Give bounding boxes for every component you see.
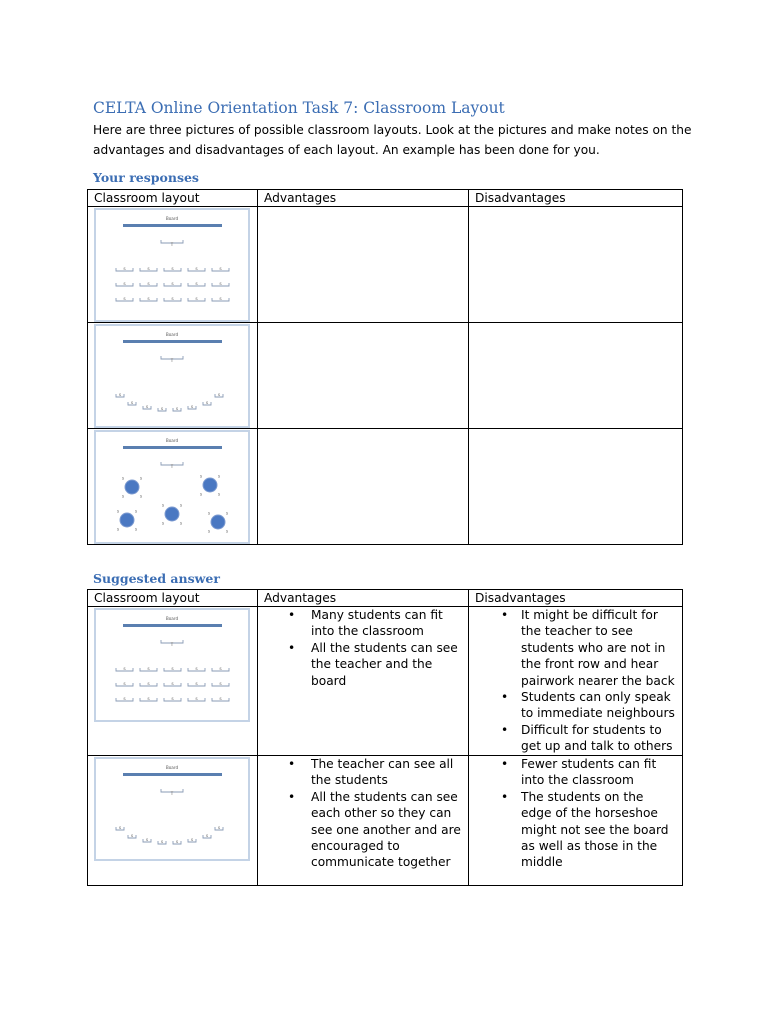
student-label: S [147,667,150,671]
student-label: S [219,697,222,701]
layout-cell [88,429,258,545]
header-advantages: Advantages [258,590,469,607]
student-label: S [123,682,126,686]
disadvantages-cell[interactable] [469,429,683,545]
student-label: S [123,697,126,701]
layout-cell [88,607,258,756]
student-label: S [147,682,150,686]
header-disadvantages: Disadvantages [469,590,683,607]
student-label: S [195,697,198,701]
teacher-label: T [170,642,174,647]
student-label: S [219,297,222,301]
student-label: S [171,267,174,271]
list-item: • All the students can see each other so they can see one another and are encouraged to communicate together [258,789,468,871]
student-label: S [195,682,198,686]
teacher-label: T [170,464,174,469]
student-label: S [219,667,222,671]
advantages-list [258,756,468,871]
student-label: S [171,667,174,671]
suggested-table [87,589,683,886]
list-item: • Fewer students can fit into the classroom [469,756,682,789]
rows-layout-diagram [94,608,250,722]
student-label: S [118,393,122,397]
student-label: S [225,529,229,534]
advantages-list [258,607,468,689]
board-label: Board [165,765,179,770]
student-label: S [130,401,134,405]
disadvantages-cell [469,756,683,886]
board-label: Board [165,216,179,221]
student-label: S [219,282,222,286]
student-label: S [171,697,174,701]
student-label: S [195,267,198,271]
board-shape [123,624,222,627]
student-label: S [147,297,150,301]
student-label: S [134,509,138,514]
disadvantages-cell[interactable] [469,207,683,323]
student-label: S [160,407,164,411]
student-label: S [207,511,211,516]
student-label: S [139,494,143,499]
suggested-header-row [88,590,683,607]
disadvantages-list [469,607,682,755]
advantages-cell[interactable] [258,429,469,545]
header-layout: Classroom layout [88,190,258,207]
student-label: S [161,521,165,526]
student-label: S [190,838,194,842]
student-label: S [195,282,198,286]
list-item: • It might be difficult for the teacher to see students who are not in the front row and hear pairwork nearer the back [469,607,682,689]
disadvantages-cell[interactable] [469,323,683,429]
responses-table [87,189,683,545]
student-label: S [190,405,194,409]
group-table [165,507,179,521]
student-label: S [130,834,134,838]
student-label: S [121,476,125,481]
student-label: S [147,267,150,271]
student-label: S [179,503,183,508]
advantages-cell[interactable] [258,207,469,323]
student-label: S [195,667,198,671]
student-label: S [205,834,209,838]
student-label: S [175,407,179,411]
teacher-label: T [170,791,174,796]
disadvantages-list [469,756,682,871]
suggested-heading: Suggested answer [93,571,220,586]
rows-layout-diagram [94,208,250,322]
list-item: • Difficult for students to get up and talk to others [469,722,682,755]
student-label: S [116,527,120,532]
group-table [203,478,217,492]
horseshoe-layout-diagram [94,324,250,428]
board-label: Board [165,332,179,337]
disadvantages-cell [469,607,683,756]
student-label: S [171,282,174,286]
student-label: S [199,492,203,497]
student-label: S [123,297,126,301]
header-disadvantages: Disadvantages [469,190,683,207]
list-item: • The teacher can see all the students [258,756,468,789]
teacher-label: T [170,358,174,363]
group-table [120,513,134,527]
student-label: S [134,527,138,532]
student-label: S [123,282,126,286]
advantages-cell [258,756,469,886]
layout-cell [88,207,258,323]
board-shape [123,224,222,227]
student-label: S [217,474,221,479]
student-label: S [217,492,221,497]
table-row [88,756,683,886]
student-label: S [217,393,221,397]
student-label: S [219,267,222,271]
groups-layout-diagram [94,430,250,544]
teacher-label: T [170,242,174,247]
student-label: S [139,476,143,481]
list-item: • Many students can fit into the classroom [258,607,468,640]
student-label: S [207,529,211,534]
board-label: Board [165,438,179,443]
student-label: S [145,405,149,409]
student-label: S [147,697,150,701]
student-label: S [171,297,174,301]
student-label: S [179,521,183,526]
horseshoe-layout-diagram [94,757,250,861]
student-label: S [145,838,149,842]
student-label: S [217,826,221,830]
board-shape [123,340,222,343]
student-label: S [219,682,222,686]
board-shape [123,773,222,776]
group-table [211,515,225,529]
student-label: S [161,503,165,508]
student-label: S [175,840,179,844]
student-label: S [199,474,203,479]
list-item: • All the students can see the teacher and the board [258,640,468,689]
table-row [88,207,683,323]
page-title: CELTA Online Orientation Task 7: Classroom Layout [93,99,505,117]
responses-heading: Your responses [93,170,199,185]
student-label: S [160,840,164,844]
student-label: S [121,494,125,499]
board-shape [123,446,222,449]
responses-header-row [88,190,683,207]
table-row [88,323,683,429]
layout-cell [88,756,258,886]
student-label: S [195,297,198,301]
header-advantages: Advantages [258,190,469,207]
student-label: S [171,682,174,686]
student-label: S [123,667,126,671]
student-label: S [147,282,150,286]
header-layout: Classroom layout [88,590,258,607]
advantages-cell [258,607,469,756]
intro-text: Here are three pictures of possible classroom layouts. Look at the pictures and make notes on the advantages and disadvantages of each layout. An example has been done for you. [93,123,692,157]
list-item: • Students can only speak to immediate neighbours [469,689,682,722]
board-label: Board [165,616,179,621]
list-item: • The students on the edge of the horseshoe might not see the board as well as those in the middle [469,789,682,871]
student-label: S [116,509,120,514]
group-table [125,480,139,494]
student-label: S [118,826,122,830]
advantages-cell[interactable] [258,323,469,429]
student-label: S [123,267,126,271]
layout-cell [88,323,258,429]
student-label: S [225,511,229,516]
table-row [88,607,683,756]
table-row [88,429,683,545]
student-label: S [205,401,209,405]
